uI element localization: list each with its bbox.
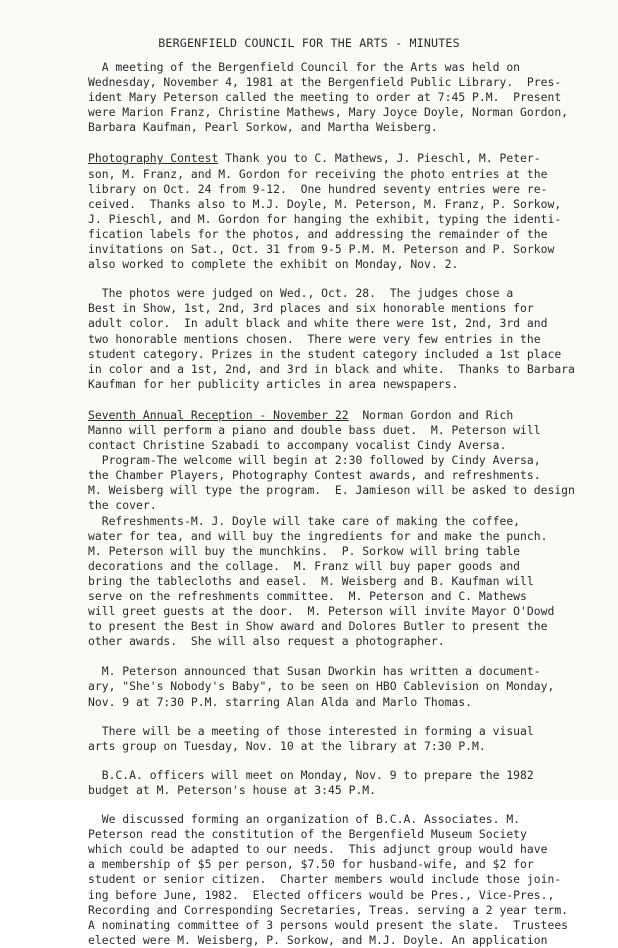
- text-line: library on Oct. 24 from 9-12. One hundred seventy entries were re-: [88, 181, 548, 196]
- paragraph-first-line: [88, 408, 608, 423]
- text-line: bring the tablecloths and easel. M. Weisberg and B. Kaufman will: [88, 573, 534, 588]
- text-line: a membership of $5 per person, $7.50 for husband-wife, and $2 for: [88, 857, 534, 872]
- text-line: Peterson read the constitution of the Bergenfield Museum Society: [88, 827, 527, 842]
- text-line: ary, "She's Nobody's Baby", to be seen on HBO Cablevision on Monday,: [88, 679, 555, 694]
- text-line: Refreshments-M. J. Doyle will take care of making the coffee,: [88, 513, 521, 528]
- text-line: Best in Show, 1st, 2nd, 3rd places and six honorable mentions for: [88, 301, 534, 316]
- text-line: also worked to complete the exhibit on Monday, Nov. 2.: [88, 257, 459, 272]
- text-line: budget at M. Peterson's house at 3:45 P.M.: [88, 782, 377, 797]
- section-heading: Photography Contest: [88, 151, 219, 166]
- text-line: fication labels for the photos, and addressing the remainder of the: [88, 226, 548, 241]
- text-line: son, M. Franz, and M. Gordon for receiving the photo entries at the: [88, 166, 548, 181]
- text-line: the Chamber Players, Photography Contest awards, and refreshments.: [88, 468, 541, 483]
- text-line: Wednesday, November 4, 1981 at the Bergenfield Public Library. Pres-: [88, 75, 562, 90]
- text-line: ceived. Thanks also to M.J. Doyle, M. Peterson, M. Franz, P. Sorkow,: [88, 196, 562, 211]
- text-line: M. Peterson announced that Susan Dworkin has written a document-: [88, 664, 541, 679]
- text-line: The photos were judged on Wed., Oct. 28. The judges chose a: [88, 286, 514, 301]
- text-line: Nov. 9 at 7:30 P.M. starring Alan Alda and Marlo Thomas.: [88, 694, 473, 709]
- text-line: Barbara Kaufman, Pearl Sorkow, and Martha Weisberg.: [88, 120, 438, 135]
- text-line: M. Peterson will buy the munchkins. P. Sorkow will bring table: [88, 543, 521, 558]
- heading-trailing-text: Norman Gordon and Rich: [348, 407, 514, 422]
- text-line: Manno will perform a piano and double bass duet. M. Peterson will: [88, 422, 541, 437]
- text-line: in color and a 1st, 2nd, and 3rd in black and white. Thanks to Barbara: [88, 361, 575, 376]
- paragraph: [88, 768, 608, 798]
- paragraph: [88, 812, 608, 948]
- text-line: J. Pieschl, and M. Gordon for hanging the exhibit, typing the identi-: [88, 211, 562, 226]
- text-line: arts group on Tuesday, Nov. 10 at the library at 7:30 P.M.: [88, 738, 486, 753]
- text-line: A nominating committee of 3 persons would present the slate. Trustees: [88, 917, 569, 932]
- paragraph: [88, 408, 608, 650]
- text-line: will greet guests at the door. M. Peterson will invite Mayor O'Dowd: [88, 604, 555, 619]
- text-line: ident Mary Peterson called the meeting to order at 7:45 P.M. Present: [88, 90, 562, 105]
- text-line: other awards. She will also request a photographer.: [88, 634, 445, 649]
- paragraph-first-line: [88, 151, 608, 166]
- text-line: student category. Prizes in the student category included a 1st place: [88, 346, 562, 361]
- text-line: were Marion Franz, Christine Mathews, Mary Joyce Doyle, Norman Gordon,: [88, 105, 569, 120]
- text-line: the cover.: [88, 498, 157, 513]
- text-line: decorations and the collage. M. Franz will buy paper goods and: [88, 558, 521, 573]
- text-line: elected were M. Weisberg, P. Sorkow, and M.J. Doyle. An application: [88, 932, 548, 947]
- text-line: water for tea, and will buy the ingredients for and make the punch.: [88, 528, 548, 543]
- text-line: two honorable mentions chosen. There were very few entries in the: [88, 331, 541, 346]
- paragraph: [88, 664, 608, 709]
- section-heading: Seventh Annual Reception - November 22: [88, 407, 349, 422]
- paragraph: [88, 151, 608, 272]
- paragraph: [88, 724, 608, 754]
- heading-trailing-text: Thank you to C. Mathews, J. Pieschl, M. Peter-: [218, 151, 541, 166]
- text-line: which could be adapted to our needs. This adjunct group would have: [88, 842, 548, 857]
- minutes-body: [88, 60, 608, 948]
- page-title: BERGENFIELD COUNCIL FOR THE ARTS - MINUTES: [158, 36, 460, 50]
- text-line: M. Weisberg will type the program. E. Jamieson will be asked to design: [88, 483, 575, 498]
- text-line: invitations on Sat., Oct. 31 from 9-5 P.M. M. Peterson and P. Sorkow: [88, 242, 555, 257]
- text-line: Kaufman for her publicity articles in area newspapers.: [88, 376, 459, 391]
- text-line: B.C.A. officers will meet on Monday, Nov. 9 to prepare the 1982: [88, 767, 534, 782]
- paragraph: [88, 60, 608, 135]
- text-line: serve on the refreshments committee. M. Peterson and C. Mathews: [88, 589, 527, 603]
- text-line: ing before June, 1982. Elected officers would be Pres., Vice-Pres.,: [88, 887, 555, 902]
- text-line: Program-The welcome will begin at 2:30 followed by Cindy Aversa,: [88, 453, 541, 468]
- text-line: There will be a meeting of those interested in forming a visual: [88, 723, 534, 738]
- text-line: A meeting of the Bergenfield Council for the Arts was held on: [88, 60, 521, 74]
- text-line: We discussed forming an organization of B.C.A. Associates. M.: [88, 812, 521, 827]
- text-line: to present the Best in Show award and Dolores Butler to present the: [88, 619, 548, 634]
- text-line: Recording and Corresponding Secretaries, Treas. serving a 2 year term.: [88, 902, 569, 917]
- text-line: adult color. In adult black and white there were 1st, 2nd, 3rd and: [88, 316, 548, 331]
- text-line: contact Christine Szabadi to accompany vocalist Cindy Aversa.: [88, 438, 507, 453]
- paragraph: [88, 286, 608, 392]
- text-line: student or senior citizen. Charter members would include those join-: [88, 872, 562, 887]
